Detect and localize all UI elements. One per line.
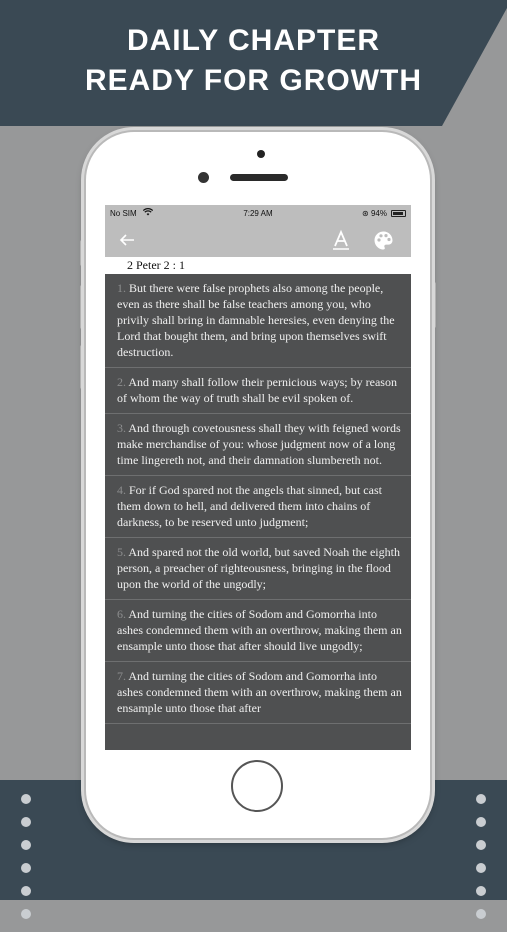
battery-icon	[391, 210, 406, 217]
verse-text: And turning the cities of Sodom and Gomorrha into ashes condemned them with an overthrow, making them an ensample unto those that after should live ungodly;	[117, 607, 402, 653]
status-bar	[105, 205, 411, 223]
status-time: 7:29 AM	[243, 209, 273, 218]
battery-percent: 94%	[370, 209, 387, 218]
verse-text: And spared not the old world, but saved Noah the eighth person, a preacher of righteousness, bringing in the flood upon the world of the ungodly;	[117, 545, 400, 591]
verse-number: 3.	[117, 421, 126, 435]
earpiece-speaker	[230, 174, 288, 181]
proximity-sensor	[257, 150, 265, 158]
decorative-dots-left	[21, 794, 33, 932]
verse-number: 4.	[117, 483, 126, 497]
verse-number: 5.	[117, 545, 126, 559]
verse-text: And many shall follow their pernicious ways; by reason of whom the way of truth shall be evil spoken of.	[117, 375, 397, 405]
headline-line-1: DAILY CHAPTER	[126, 24, 381, 57]
verse-item[interactable]	[105, 476, 411, 538]
decorative-dots-right	[476, 794, 488, 932]
front-camera	[198, 172, 209, 183]
home-button[interactable]	[231, 760, 283, 812]
verse-text: And through covetousness shall they with feigned words make merchandise of you: whose judgment now of a long time lingereth not, and their damnation slumbereth not.	[117, 421, 401, 467]
verse-number: 6.	[117, 607, 126, 621]
back-arrow-icon[interactable]	[117, 230, 137, 250]
verse-list	[105, 274, 411, 724]
verse-item[interactable]	[105, 274, 411, 368]
reader-toolbar	[105, 223, 411, 257]
verse-text: For if God spared not the angels that sinned, but cast them down to hell, and delivered them into chains of darkness, to be reserved unto judgment;	[117, 483, 382, 529]
verse-number: 7.	[117, 669, 126, 683]
verse-item[interactable]	[105, 662, 411, 724]
palette-icon[interactable]	[373, 230, 394, 251]
headline-line-2: READY FOR GROWTH	[84, 64, 423, 97]
carrier-label: No SIM	[110, 209, 137, 218]
verse-number: 2.	[117, 375, 126, 389]
orientation-lock-icon: ⊛	[362, 209, 369, 218]
power-button	[432, 282, 436, 328]
verse-item[interactable]	[105, 600, 411, 662]
chapter-reference: 2 Peter 2 : 1	[127, 258, 185, 272]
app-screen	[105, 205, 411, 750]
chapter-reference-bar	[105, 257, 411, 274]
verse-text: But there were false prophets also among the people, even as there shall be false teachers among you, who privily shall bring in damnable heresies, even denying the Lord that bought them, and bring upon themselves swift destruction.	[117, 281, 395, 359]
verse-item[interactable]	[105, 538, 411, 600]
status-right	[362, 209, 387, 218]
verse-text: And turning the cities of Sodom and Gomorrha into ashes condemned them with an overthrow, making them an ensample unto those that after	[117, 669, 402, 715]
font-style-icon[interactable]	[330, 229, 352, 251]
verse-item[interactable]	[105, 414, 411, 476]
verse-number: 1.	[117, 281, 126, 295]
verse-item[interactable]	[105, 368, 411, 414]
top-banner	[0, 0, 507, 126]
